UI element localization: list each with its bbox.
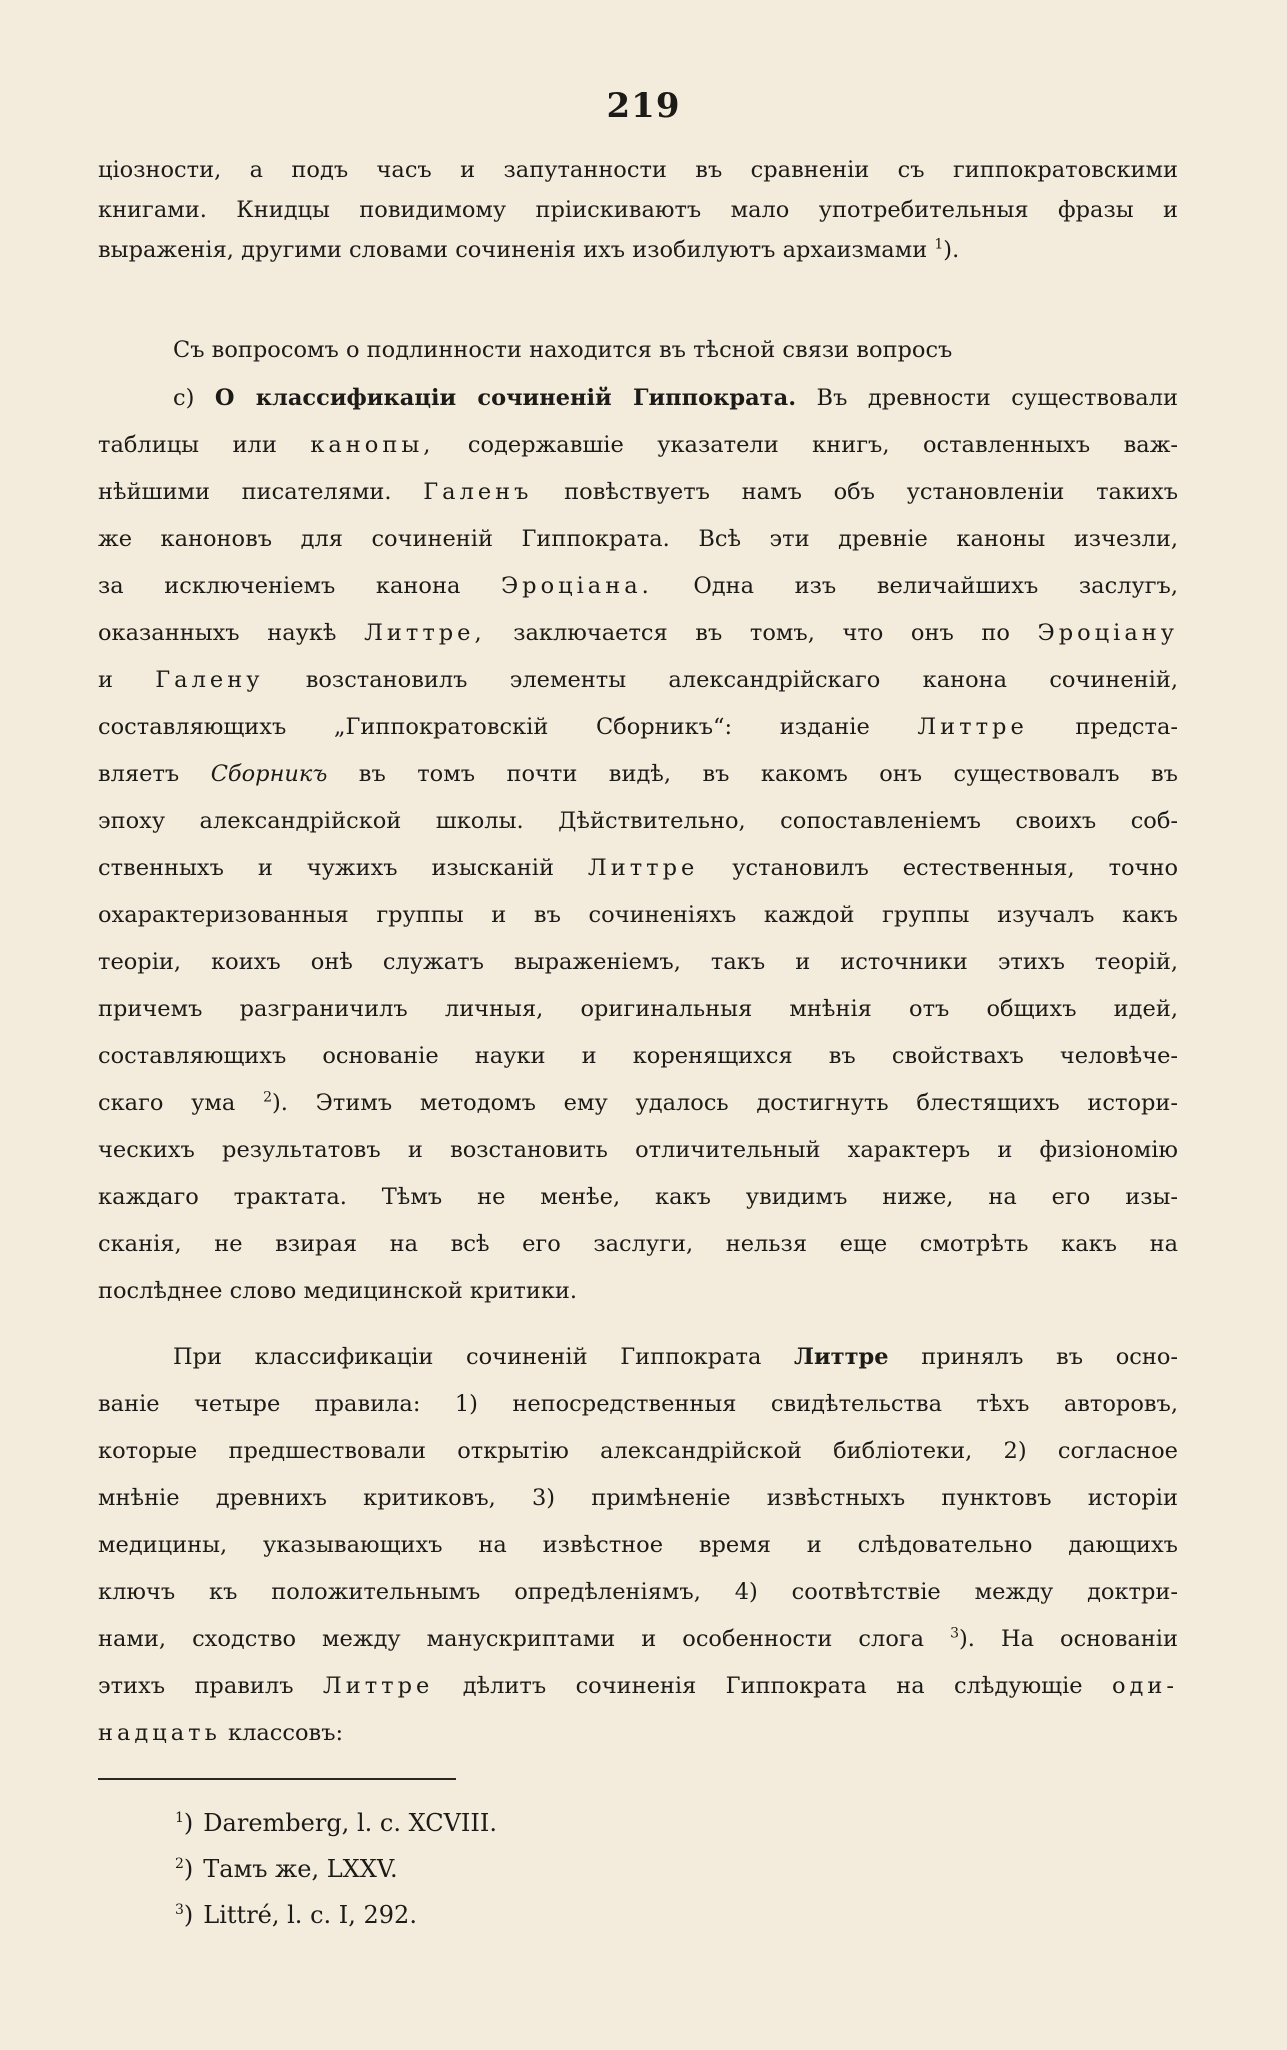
text-segment: оказанныхъ наукѣ — [98, 620, 365, 646]
text-segment: ключъ къ положительнымъ опредѣленіямъ, 4) соотвѣтствіе между доктри- — [98, 1579, 1178, 1605]
text-segment: же каноновъ для сочиненій Гиппократа. Всѣ эти древніе каноны изчезли, — [98, 526, 1178, 552]
text-line — [98, 994, 1178, 1024]
text-segment: охарактеризованныя группы и въ сочиненіяхъ каждой группы изучалъ какъ — [98, 902, 1178, 928]
text-segment: Одна изъ величайшихъ заслугъ, — [652, 573, 1178, 599]
text-line — [98, 1671, 1178, 1701]
text-segment: ціозности, а подъ часъ и запутанности въ сравненіи съ гиппократовскими — [98, 157, 1178, 183]
text-segment: содержавшіе указатели книгъ, оставленныхъ важ- — [434, 432, 1178, 458]
text-line — [98, 524, 1178, 554]
text-segment: Съ вопросомъ о подлинности находится въ тѣсной связи вопросъ — [173, 337, 953, 363]
text-line — [98, 1135, 1178, 1165]
text-segment: При классификаціи сочиненій Гиппократа — [173, 1344, 795, 1370]
text-line — [98, 1718, 1178, 1748]
text-line — [98, 712, 1178, 742]
text-segment: въ томъ почти видѣ, въ какомъ онъ существовалъ въ — [327, 761, 1178, 787]
text-line — [98, 1530, 1178, 1560]
text-segment: Сборникъ — [210, 761, 328, 787]
text-segment: ваніе четыре правила: 1) непосредственныя свидѣтельства тѣхъ авторовъ, — [98, 1391, 1178, 1417]
text-line — [98, 1577, 1178, 1607]
text-segment: Эроціана. — [500, 573, 653, 599]
text-segment: Въ древности существовали — [796, 385, 1178, 411]
text-segment: дѣлитъ сочиненія Гиппократа на слѣдующіе — [433, 1673, 1112, 1699]
text-segment: ственныхъ и чужихъ изысканій — [98, 855, 588, 881]
footnote-number: 1 — [175, 1810, 184, 1826]
text-segment: оди- — [1112, 1673, 1178, 1699]
text-segment: Эроціану — [1037, 620, 1178, 646]
text-segment: нѣйшими писателями. — [98, 479, 424, 505]
text-segment: вляетъ — [98, 761, 211, 787]
text-segment: составляющихъ „Гиппократовскій Сборникъ“: изданіе — [98, 714, 918, 740]
text-segment: установилъ естественныя, точно — [698, 855, 1178, 881]
text-segment: Литтре — [917, 714, 1028, 740]
footnote-text: Littré, l. c. I, 292. — [203, 1901, 417, 1929]
text-line — [98, 1389, 1178, 1419]
text-line — [98, 853, 1178, 883]
text-segment: таблицы или — [98, 432, 311, 458]
text-line — [98, 1088, 1178, 1118]
text-line — [98, 430, 1178, 460]
text-segment: выраженія, другими словами сочиненія ихъ изобилуютъ архаизмами — [98, 237, 935, 263]
footnote-number: 3 — [175, 1902, 184, 1918]
text-segment: возстановилъ элементы александрійскаго канона сочиненій, — [263, 667, 1178, 693]
text-line — [98, 665, 1178, 695]
text-segment: надцать — [98, 1720, 221, 1746]
text-segment: Литтре, — [364, 620, 486, 646]
text-segment: Галенъ — [423, 479, 533, 505]
page-number: 219 — [606, 86, 681, 126]
text-segment: классовъ: — [220, 1720, 344, 1746]
text-line — [98, 1229, 1178, 1259]
text-segment: Литтре — [794, 1344, 889, 1370]
footnote-divider — [98, 1778, 456, 1780]
footnote-ref: 3 — [950, 1625, 960, 1642]
footnote-ref: 1 — [934, 236, 944, 253]
text-line — [98, 1483, 1178, 1513]
text-line — [98, 1436, 1178, 1466]
text-segment: причемъ разграничилъ личныя, оригинальныя мнѣнія отъ общихъ идей, — [98, 996, 1178, 1022]
text-segment: книгами. Книдцы повидимому пріискиваютъ мало употребительныя фразы и — [98, 197, 1178, 223]
footnote-number: 2 — [175, 1856, 184, 1872]
text-segment: Литтре — [322, 1673, 434, 1699]
text-line — [173, 1342, 1178, 1372]
text-line — [98, 947, 1178, 977]
text-segment: медицины, указывающихъ на извѣстное время и слѣдовательно дающихъ — [98, 1532, 1178, 1558]
text-segment: ). — [943, 237, 960, 263]
text-segment: канопы, — [310, 432, 435, 458]
text-segment: ). Этимъ методомъ ему удалось достигнуть блестящихъ истори- — [272, 1090, 1178, 1116]
text-line — [173, 383, 1178, 413]
text-line — [173, 335, 1178, 365]
footnote-text: Daremberg, l. c. XCVIII. — [203, 1809, 498, 1837]
text-line — [98, 759, 1178, 789]
text-line — [98, 806, 1178, 836]
footnote — [175, 1900, 417, 1930]
text-segment: c) — [173, 385, 215, 411]
text-segment: О классификаціи сочиненій Гиппократа. — [214, 385, 797, 411]
text-segment: ческихъ результатовъ и возстановить отличительный характеръ и физіономію — [98, 1137, 1178, 1163]
text-line — [98, 900, 1178, 930]
text-segment: Литтре — [587, 855, 699, 881]
text-segment: нами, сходство между манускриптами и особенности слога — [98, 1626, 951, 1652]
text-line — [98, 477, 1178, 507]
text-segment: послѣднее слово медицинской критики. — [98, 1278, 578, 1304]
text-line — [98, 571, 1178, 601]
text-line — [98, 1182, 1178, 1212]
text-segment: и — [98, 667, 156, 693]
text-segment: заключается въ томъ, что онъ по — [485, 620, 1038, 646]
footnote-paren: ) — [183, 1809, 194, 1837]
text-line — [98, 155, 1178, 185]
footnote-paren: ) — [183, 1855, 194, 1883]
footnote — [175, 1854, 398, 1884]
footnote-paren: ) — [183, 1901, 194, 1929]
text-segment: эпоху александрійской школы. Дѣйствительно, сопоставленіемъ своихъ соб- — [98, 808, 1178, 834]
text-line — [98, 618, 1178, 648]
text-segment: принялъ въ осно- — [888, 1344, 1178, 1370]
footnote-ref: 2 — [263, 1089, 272, 1106]
text-segment: каждаго трактата. Тѣмъ не менѣе, какъ увидимъ ниже, на его изы- — [98, 1184, 1178, 1210]
text-segment: этихъ правилъ — [98, 1673, 323, 1699]
text-line — [98, 195, 1178, 225]
text-segment: мнѣніе древнихъ критиковъ, 3) примѣненіе извѣстныхъ пунктовъ исторіи — [98, 1485, 1178, 1511]
text-line — [98, 1276, 1178, 1306]
text-segment: сканія, не взирая на всѣ его заслуги, нельзя еще смотрѣть какъ на — [98, 1231, 1178, 1257]
footnote-text: Тамъ же, LXXV. — [203, 1855, 398, 1883]
text-line — [98, 235, 1178, 265]
text-segment: которые предшествовали открытію александрійской библіотеки, 2) согласное — [98, 1438, 1178, 1464]
text-line — [98, 1624, 1178, 1654]
text-segment: составляющихъ основаніе науки и коренящихся въ свойствахъ человѣче- — [98, 1043, 1178, 1069]
text-segment: за исключеніемъ канона — [98, 573, 501, 599]
footnote — [175, 1808, 497, 1838]
text-segment: Галену — [155, 667, 264, 693]
text-segment: теоріи, коихъ онѣ служатъ выраженіемъ, такъ и источники этихъ теорій, — [98, 949, 1178, 975]
text-segment: повѣствуетъ намъ объ установленіи такихъ — [532, 479, 1178, 505]
text-segment: предста- — [1027, 714, 1178, 740]
text-line — [98, 1041, 1178, 1071]
text-segment: скаго ума — [98, 1090, 264, 1116]
text-segment: ). На основаніи — [959, 1626, 1178, 1652]
